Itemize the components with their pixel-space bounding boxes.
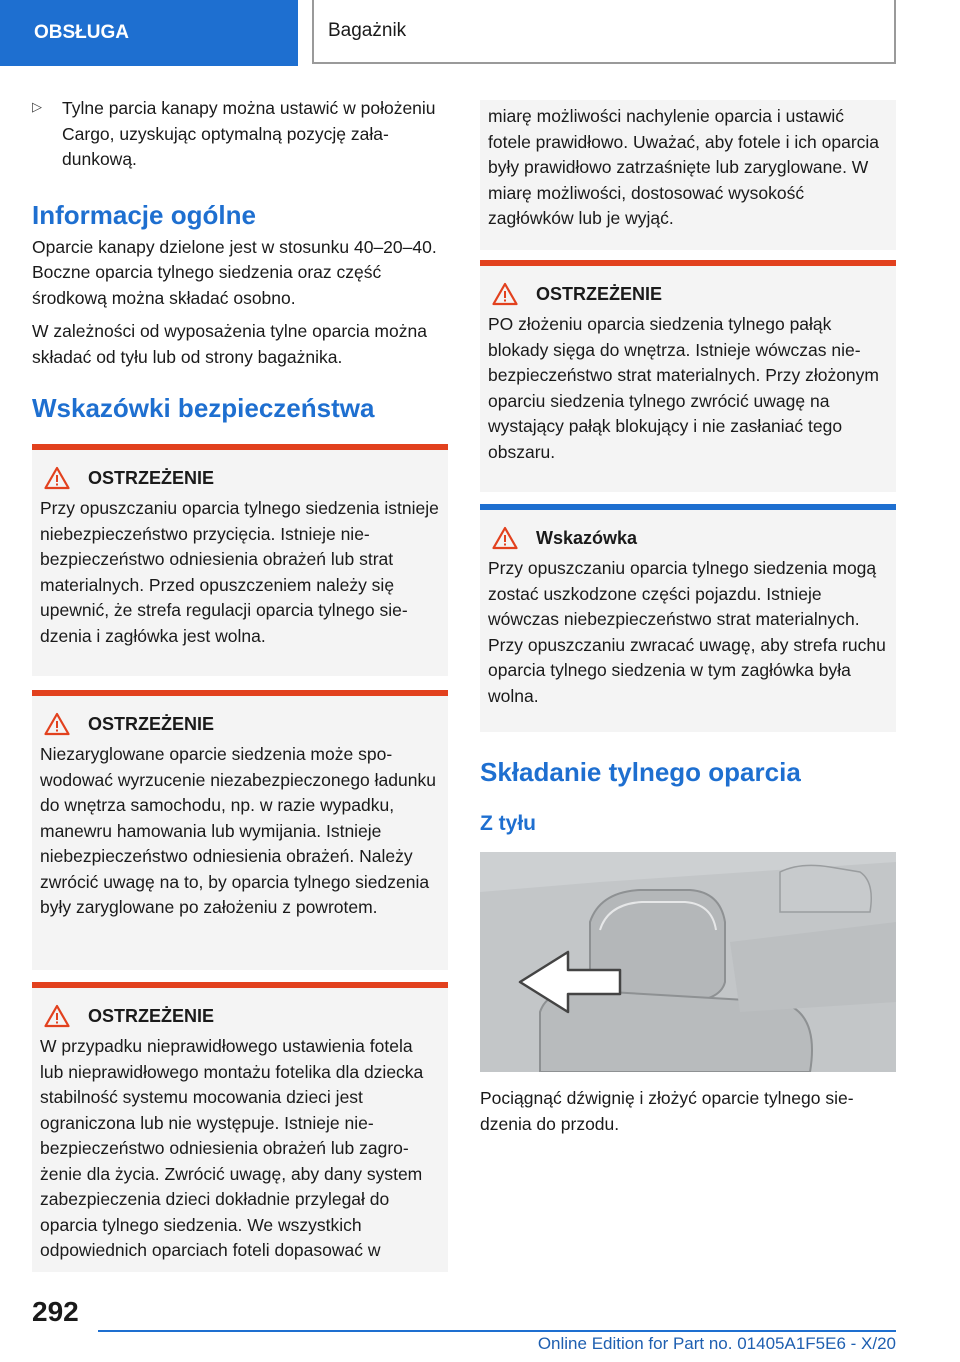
edition-note: Online Edition for Part no. 01405A1F5E6 - X/20 [537,1334,896,1353]
warning-box-3-continued [480,100,896,250]
seat-drawing [480,852,896,1072]
rear-seat-illustration [480,852,896,1072]
footer-divider [98,1330,896,1332]
warning-box-3 [32,982,448,1272]
note-title [488,526,888,550]
warning-title-text: OSTRZEŻENIE [88,1005,215,1026]
warning-title-text: OSTRZEŻENIE [88,467,215,488]
chapter-tab: Bagażnik [312,0,896,64]
warning-title-1 [40,466,440,490]
note-box [480,504,896,732]
left-column [32,96,448,1272]
heading-fold-backrest: Składanie tylnego oparcia [480,757,801,787]
warning-title-text: OSTRZEŻENIE [536,283,663,304]
warning-triangle-icon [44,466,70,490]
illustration-caption: Pociągnąć dźwignię i złożyć oparcie tylnego siedzenia do przodu. [480,1088,854,1134]
note-title-text: Wskazówka [536,527,638,548]
warning-box-1 [32,444,448,676]
warning-title-text: OSTRZEŻENIE [88,713,215,734]
warning-text-3: W przypadku nieprawidłowego ustawienia fotela lub nieprawidłowego montażu fotelika dla dziecka stabilność systemu mocowania dzieci jest ograniczona lub nie występuje. Istnieje niebezpieczeństwo odniesienia obrażeń lub zagrożenie dla życia. Zwrócić uwagę, aby dany system zabezpieczenia dzieci dokładnie przylegał do oparcia tylnego siedzenia. We wszystkich odpowiednich oparciach foteli dopasować w [40,1036,424,1260]
warning-title-2 [40,712,440,736]
warning-text-4: PO złożeniu oparcia siedzenia tylnego pałąk blokady sięga do wnętrza. Istnieje wówczas niebezpieczeństwo strat materialnych. Przy złożonym oparciu siedzenia tylnego zwrócić uwagę na wystający pałąk blokujący i nie zasłaniać tego obszaru. [488,314,879,462]
warning-text-2: Niezaryglowane oparcie siedzenia może spowodować wyrzucenie niezabezpieczonego ładunku do wnętrza samochodu, np. w razie wypadku, manewru hamowania lub wymijania. Istnieje niebezpieczeństwo odniesienia obrażeń. Należy zwrócić uwagę na to, by oparcia tylnego siedzenia były zaryglowane po założeniu z powrotem. [40,744,436,917]
paragraph-general-2: W zależności od wyposażenia tylne oparcia można składać od tyłu lub od strony bagażnika. [32,321,427,367]
warning-triangle-icon [492,282,518,306]
warning-text-3-continued: miarę możliwości nachylenie oparcia i ustawić fotele prawidłowo. Uważać, aby fotele i ich oparcia były prawidłowo zatrzaśnięte lub zaryglowane. W miarę możliwości, dostosować wysokość zagłówków lub je wyjąć. [488,106,880,228]
warning-triangle-icon [44,712,70,736]
right-column [480,100,896,1137]
warning-box-2 [32,690,448,970]
warning-triangle-icon [44,1004,70,1028]
bullet-item [32,96,448,173]
triangle-bullet-icon: ▷ [32,99,42,114]
page-header [0,0,960,66]
heading-from-rear: Z tyłu [480,812,536,835]
heading-safety: Wskazówki bezpieczeństwa [32,393,375,423]
warning-title-3 [40,1004,440,1028]
bullet-text: Tylne parcia kanapy można ustawić w położeniu Cargo, uzyskując optymalną pozycję załadunkową. [62,98,436,169]
heading-general: Informacje ogólne [32,199,256,230]
section-tab: OBSŁUGA [0,0,298,66]
page-number: 292 [32,1296,79,1327]
note-text: Przy opuszczaniu oparcia tylnego siedzenia mogą zostać uszkodzone części pojazdu. Istnieje wówczas niebezpieczeństwo strat materialnych. Przy opuszczaniu zwracać uwagę, aby strefa ruchu oparcia tylnego siedzenia w tym zagłówka była wolna. [488,558,886,706]
warning-box-4 [480,260,896,492]
warning-text-1: Przy opuszczaniu oparcia tylnego siedzenia istnieje niebezpieczeństwo przycięcia. Istnieje niebezpieczeństwo odniesienia obrażeń lub strat materialnych. Przed opuszczeniem należy się upewnić, że strefa regulacji oparcia tylnego siedzenia i zagłówka jest wolna. [40,498,439,646]
paragraph-general-1: Oparcie kanapy dzielone jest w stosunku 40–20–40. Boczne oparcia tylnego siedzenia oraz część środkową można składać osobno. [32,236,437,308]
warning-title-4 [488,282,888,306]
warning-triangle-icon [492,526,518,550]
